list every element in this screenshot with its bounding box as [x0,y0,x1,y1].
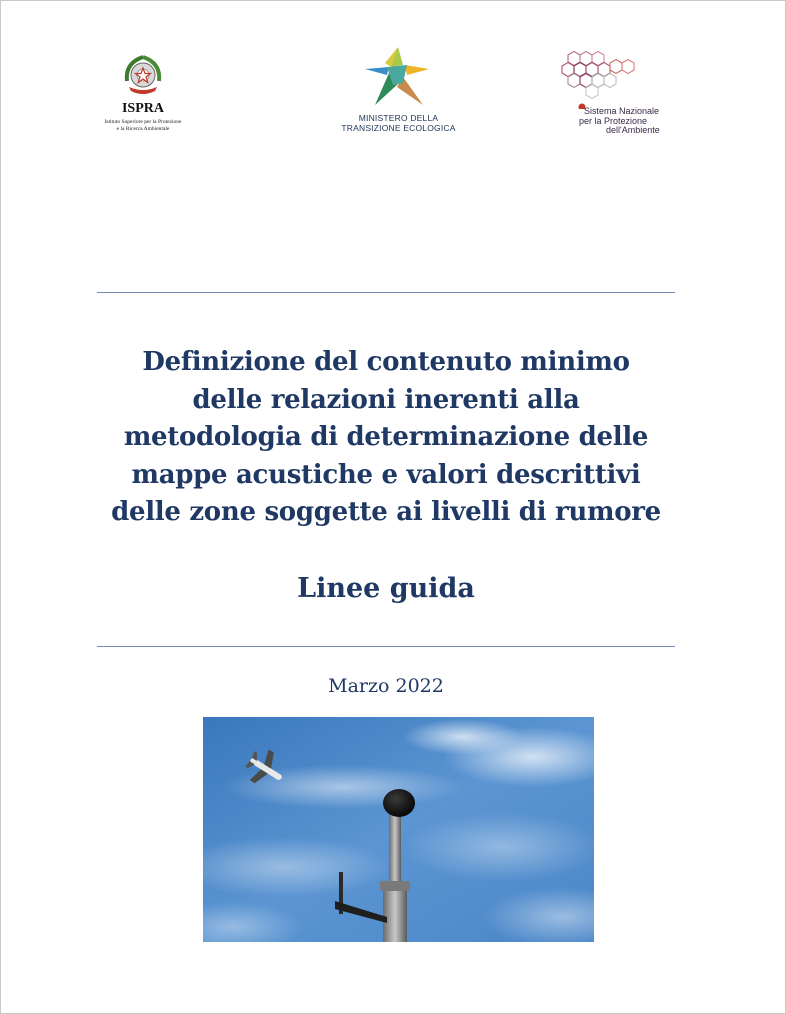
ministero-logo [331,43,466,138]
document-date: Marzo 2022 [328,675,444,697]
ministry-star-icon [331,43,466,111]
ispra-subtitle [97,119,189,132]
title-line: mappe acustiche e valori descrittivi [131,459,641,490]
snpa-line1: Sistema Nazionale [584,106,660,116]
italian-emblem-icon [97,51,189,101]
top-divider [97,292,675,293]
snpa-text [576,107,691,136]
title-line: delle relazioni inerenti alla [192,384,580,415]
snpa-line3: dell'Ambiente [606,125,660,135]
document-title [71,344,701,532]
snpa-hexagon-icon [556,49,646,109]
title-line: metodologia di determinazione delle [123,422,649,452]
ispra-subtitle-line1: Istituto Superiore per la Protezione [104,119,182,125]
cover-photo [203,717,594,942]
snpa-line2: per la Protezione [579,115,648,126]
ministero-line1: MINISTERO DELLA [358,113,439,123]
ministero-line2: TRANSIZIONE ECOLOGICA [341,123,456,133]
noise-monitor-photo [203,717,594,942]
document-subtitle: Linee guida [297,573,475,604]
ispra-name: ISPRA [121,101,164,116]
ispra-subtitle-line2: e la Ricerca Ambientale [116,125,170,132]
title-line: delle zone soggette ai livelli di rumore [111,497,661,527]
ispra-logo [97,51,189,141]
title-line: Definizione del contenuto minimo [142,347,630,377]
bottom-divider [97,646,675,647]
snpa-logo [556,49,696,141]
ministero-text [331,113,466,133]
